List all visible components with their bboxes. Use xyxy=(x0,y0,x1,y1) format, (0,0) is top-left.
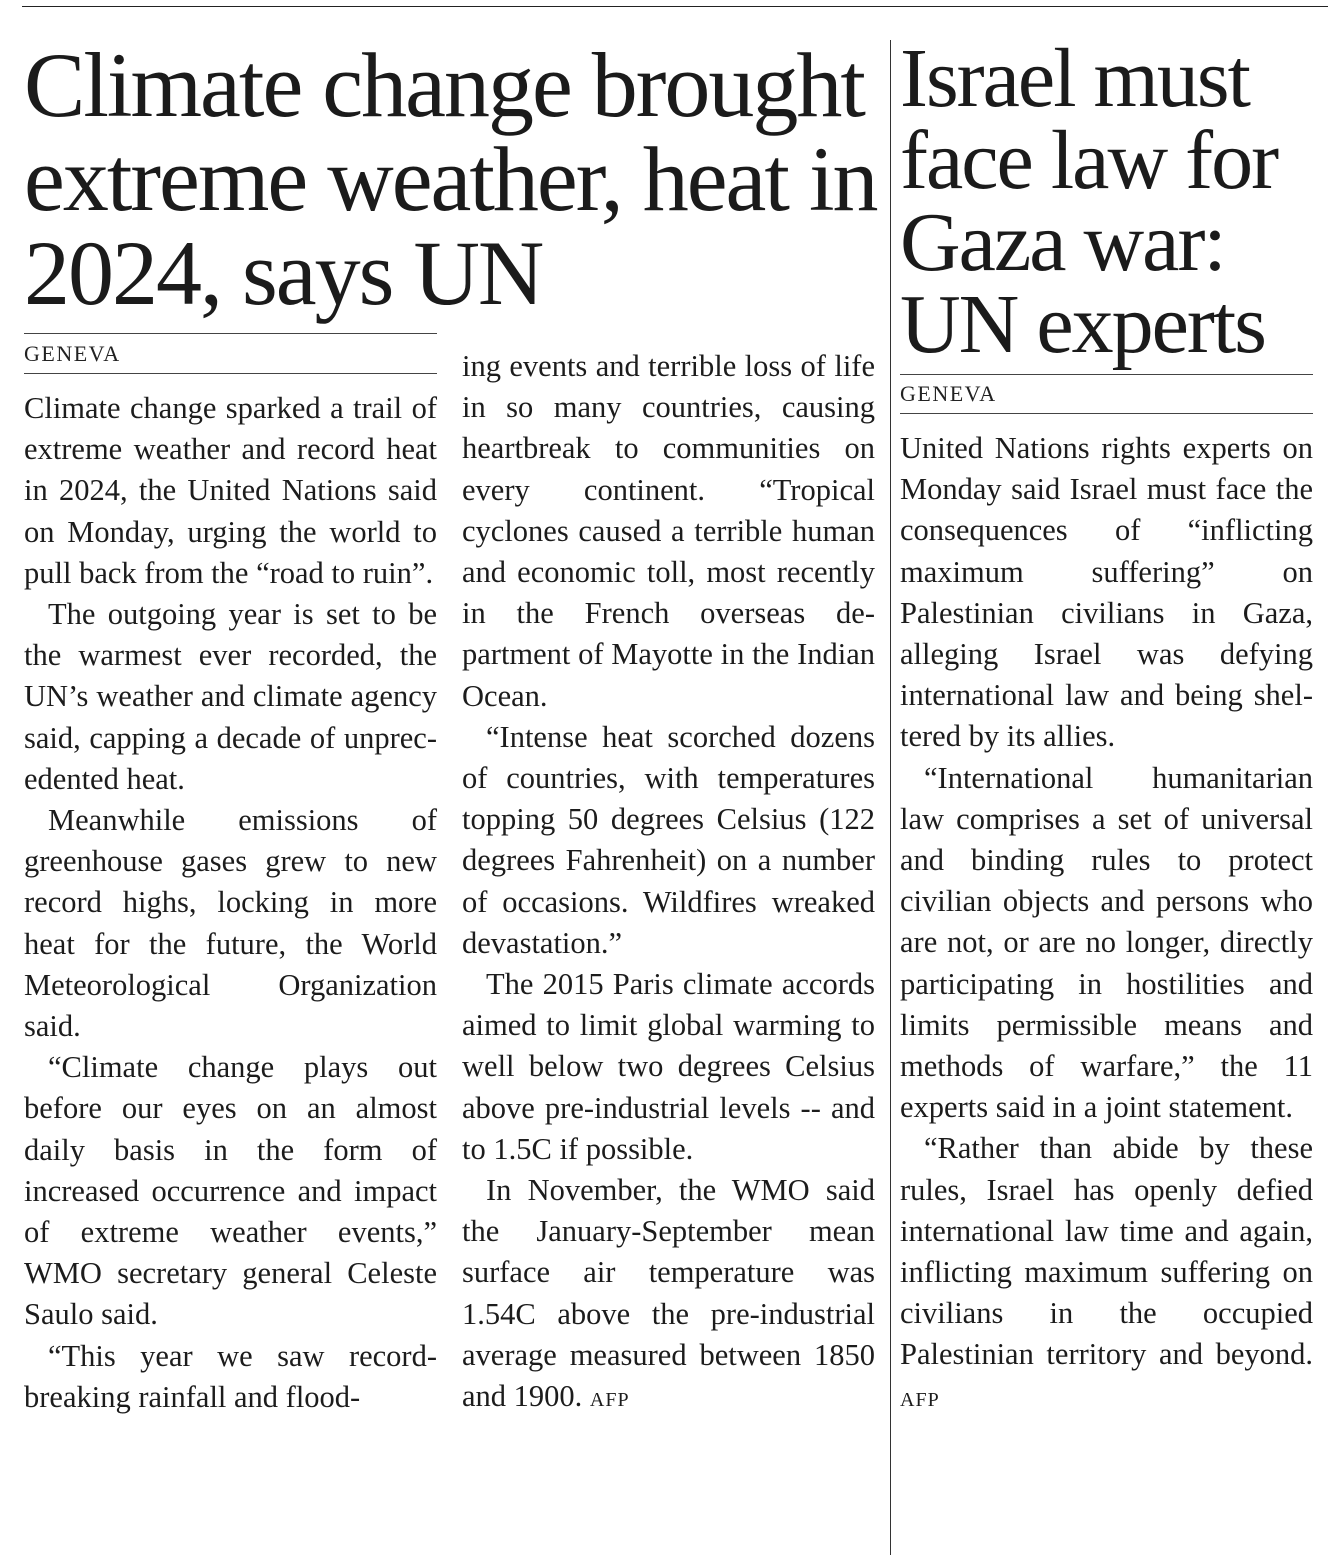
story1-dateline-rule-bottom xyxy=(24,373,437,374)
story1-paragraph: Meanwhile emissions of greenhouse gases grew to new record highs, locking in more heat for the future, the World Meteorological Organization said. xyxy=(24,803,437,1044)
story1-headline: Climate change brought extreme weather, heat in 2024, says UN xyxy=(24,34,877,324)
story1-paragraph: Climate change sparked a trail of extreme weather and record heat in 2024, the United Nations said on Monday, urging the world to pull back from the “road to ruin”. xyxy=(24,391,437,590)
story2-column xyxy=(900,428,1313,1421)
story2-paragraph-text: “Rather than abide by these rules, Israel has openly defied international law time and again, inflicting maximum suffering on civilians in the occupied Palestinian territory and beyond. xyxy=(900,1131,1313,1372)
story1-paragraph-text: In November, the WMO said the January-September mean surface air temperature was 1.54C above the pre-industrial average measured between 1850 and 1900. xyxy=(462,1173,875,1414)
story2-paragraph xyxy=(900,1128,1313,1420)
story2-dateline-rule-bottom xyxy=(900,413,1313,414)
story2-headline: Israel must face law for Gaza war: UN experts xyxy=(900,32,1278,371)
story1-dateline-rule-top xyxy=(24,333,437,334)
top-rule xyxy=(22,6,1328,7)
story1-column-2 xyxy=(462,346,875,1421)
story1-paragraph: ing events and terrible loss of life in so many countries, causing heartbreak to communities on every continent. “Tropical cyclones caused a terrible human and economic toll, most recently in the French overseas department of Mayotte in the Indian Ocean. xyxy=(462,349,875,713)
story1-column-1 xyxy=(24,388,437,1418)
story2-dateline: GENEVA xyxy=(900,381,997,406)
story1-paragraph xyxy=(462,1170,875,1421)
story1-paragraph: “This year we saw record-breaking rainfall and flood- xyxy=(24,1338,437,1414)
story2-dateline-rule-top xyxy=(900,374,1313,375)
story1-paragraph: “Intense heat scorched dozens of countries, with temperatures topping 50 degrees Celsius (122 degrees Fahrenheit) on a number of occasions. Wildfires wreaked devastation.” xyxy=(462,719,875,960)
story2-credit: AFP xyxy=(900,1388,940,1411)
story1-credit: AFP xyxy=(589,1389,630,1412)
story1-paragraph: “Climate change plays out before our eyes on an almost daily basis in the form of increased occurrence and impact of extreme weather events,” WMO secretary general Celeste Saulo said. xyxy=(24,1050,437,1332)
story1-paragraph: The 2015 Paris climate accords aimed to limit global warming to well below two degrees Celsius above pre-industrial levels -- and to 1.5C if possible. xyxy=(462,967,875,1166)
story2-paragraph: “International humanitarian law comprises a set of universal and binding rules to protect civilian objects and persons who are not, or are no longer, directly participating in hostilities and limits permissible means and methods of warfare,” the 11 experts said in a joint statement. xyxy=(900,760,1313,1125)
story1-paragraph: The outgoing year is set to be the warmest ever recorded, the UN’s weather and climate agency said, capping a decade of unprecedented heat. xyxy=(24,597,437,796)
story2-paragraph: United Nations rights experts on Monday said Israel must face the consequences of “inflicting maximum suffering” on Palestinian civilians in Gaza, alleging Israel was defying international law and being sheltered by its allies. xyxy=(900,431,1313,754)
story1-dateline: GENEVA xyxy=(24,341,121,366)
column-divider xyxy=(890,40,891,1555)
